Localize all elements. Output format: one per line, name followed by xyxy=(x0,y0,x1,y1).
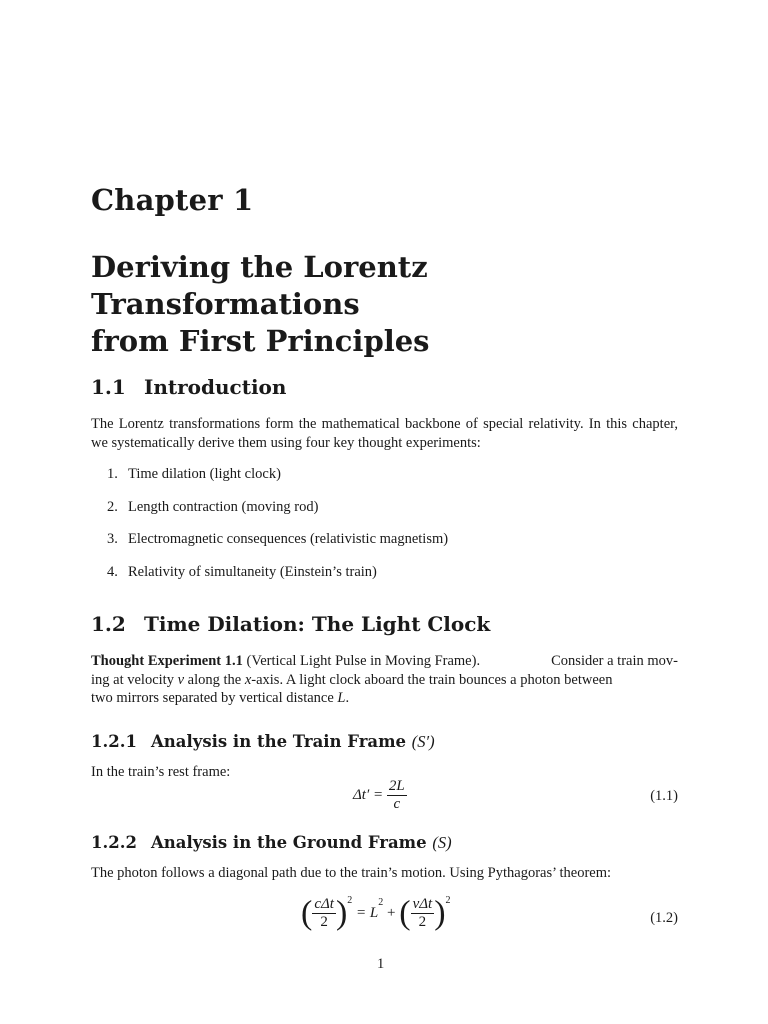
math-var-x: x xyxy=(244,671,252,688)
chapter-title-line-1: Deriving the Lorentz Transformations xyxy=(91,250,428,321)
list-item xyxy=(107,531,448,548)
subsection-title: Analysis in the Train Frame xyxy=(151,732,407,751)
section-heading-introduction xyxy=(91,375,286,399)
right-paren: ) xyxy=(434,894,446,932)
document-page xyxy=(91,0,678,1024)
section-number: 1.2 xyxy=(91,612,126,636)
equation-body xyxy=(353,778,407,813)
thought-line-1-text: Consider a train mov- xyxy=(551,653,678,669)
fraction-numerator: 2L xyxy=(388,778,405,794)
frame-symbol: (S′) xyxy=(411,732,435,751)
section-title: Time Dilation: The Light Clock xyxy=(144,612,491,636)
equation-number: (1.2) xyxy=(650,910,678,926)
thought-line-2 xyxy=(91,671,678,690)
list-item xyxy=(107,564,377,581)
fraction-denominator: 2 xyxy=(418,914,427,930)
section-title: Introduction xyxy=(144,375,287,399)
exponent: 2 xyxy=(347,894,353,906)
text-fragment: . xyxy=(345,690,350,706)
thought-line-3 xyxy=(91,689,678,708)
math-var-v: v xyxy=(177,671,185,688)
frame-symbol: (S) xyxy=(432,833,452,852)
list-marker: 2. xyxy=(107,499,118,515)
page-number: 1 xyxy=(377,956,385,972)
exponent: 2 xyxy=(378,896,384,908)
thought-experiment-caption: (Vertical Light Pulse in Moving Frame). xyxy=(246,653,481,669)
thought-line-1 xyxy=(91,652,678,671)
math-var-L: L xyxy=(337,690,346,706)
equation-middle: = L xyxy=(356,905,379,921)
text-fragment: along the xyxy=(184,671,245,688)
text-fragment: ing at velocity xyxy=(91,671,178,688)
fraction xyxy=(411,896,435,931)
subsection-title: Analysis in the Ground Frame xyxy=(151,833,427,852)
list-text: Length contraction (moving rod) xyxy=(128,499,319,515)
fraction xyxy=(387,778,407,813)
thought-experiment-paragraph xyxy=(91,652,678,708)
chapter-label: Chapter 1 xyxy=(91,183,254,217)
section-number: 1.1 xyxy=(91,375,126,399)
equation-1-2 xyxy=(91,896,678,940)
subsection-number: 1.2.1 xyxy=(91,732,137,751)
list-marker: 4. xyxy=(107,564,118,580)
fraction xyxy=(312,896,336,931)
text-fragment: -axis. A light clock aboard the train bounces a photon between xyxy=(251,671,613,688)
equation-1-1 xyxy=(91,776,678,820)
right-paren: ) xyxy=(335,894,348,932)
list-text: Relativity of simultaneity (Einstein’s train) xyxy=(128,564,377,580)
left-paren: ( xyxy=(399,894,411,932)
fraction-numerator: vΔt xyxy=(412,896,433,912)
chapter-title xyxy=(91,249,691,360)
ground-frame-text: The photon follows a diagonal path due to the train’s motion. Using Pythagoras’ theorem: xyxy=(91,865,612,881)
list-text: Time dilation (light clock) xyxy=(128,466,281,482)
equation-body xyxy=(301,896,451,931)
intro-paragraph: The Lorentz transformations form the mathematical backbone of special relativity. In this chapter, we systematically derive them using four key thought experiments: xyxy=(91,416,678,451)
fraction-denominator: c xyxy=(393,796,401,812)
fraction-denominator: 2 xyxy=(320,914,328,930)
list-item xyxy=(107,466,281,483)
equation-lhs: Δt′ = xyxy=(353,787,384,803)
subsection-heading-ground-frame xyxy=(91,833,452,853)
exponent: 2 xyxy=(445,894,451,906)
list-marker: 1. xyxy=(107,466,118,482)
fraction-numerator: cΔt xyxy=(314,896,334,912)
section-heading-time-dilation xyxy=(91,612,490,636)
subsection-number: 1.2.2 xyxy=(91,833,137,852)
list-text: Electromagnetic consequences (relativistic magnetism) xyxy=(128,531,449,547)
equation-number: (1.1) xyxy=(650,788,678,804)
chapter-title-line-2: from First Principles xyxy=(91,324,430,358)
text-fragment: two mirrors separated by vertical distance xyxy=(91,690,338,706)
plus-sign: + xyxy=(387,905,396,921)
left-paren: ( xyxy=(301,894,313,932)
thought-experiment-label: Thought Experiment 1.1 xyxy=(91,653,243,669)
list-marker: 3. xyxy=(107,531,118,547)
list-item xyxy=(107,499,318,516)
subsection-heading-train-frame xyxy=(91,732,435,752)
train-frame-text: In the train’s rest frame: xyxy=(91,764,231,780)
